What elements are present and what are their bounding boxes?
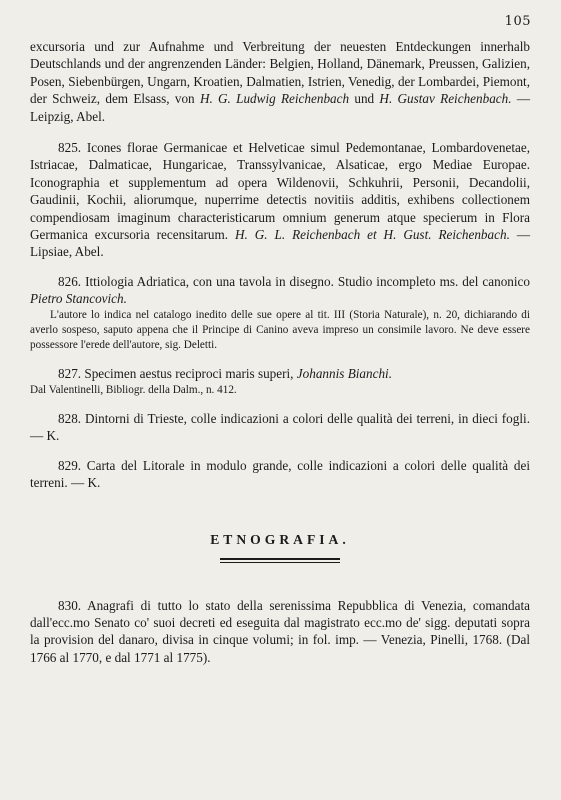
entry-note: L'autore lo indica nel catalogo inedito delle sue opere al tit. III (Storia Naturale), n. 20, dichiarando di averlo sospeso, saputo appena che il Principe di Canino aveva impreso un consimile lavoro. Ne deve essere possessore l'erede dell'autore, sig. Deletti. — [30, 308, 530, 352]
entry-826 — [30, 273, 530, 353]
entry-text: Ittiologia Adriatica, con una tavola in disegno. Studio incompleto ms. del canonico — [85, 273, 531, 289]
entry-825 — [30, 139, 530, 261]
text-column — [30, 38, 530, 666]
section-rule — [220, 558, 340, 563]
entry-author: H. G. L. Reichenbach et H. Gust. Reichenbach. — [234, 227, 510, 243]
entry-number: 828. — [58, 410, 82, 426]
continuation-author-b: H. Gustav Reichenbach. — [379, 91, 512, 107]
entry-note: Dal Valentinelli, Bibliogr. della Dalm., n. 412. — [30, 383, 237, 396]
entry-number: 827. — [58, 366, 82, 382]
entry-828 — [30, 410, 530, 445]
entry-author: Pietro Stancovich. — [30, 291, 127, 307]
entry-text: Icones florae Germanicae et Helveticae simul Pedemontanae, Lombardovenetae, Istriacae, Dalmaticae, Hungaricae, Transsylvanicae, Alsaticae, ergo Mediae Europae. Iconographia et supplementum ad opera Wildenovii, Schkuhrii, Personii, Decandolii, Gaudinii, Kochii, aliorumque, nuperrime detectis novitiis additis, exhibens collectionem compendiosam imaginum characteristicarum omnium generum atque specierum in Flora Germanica excursoria recensitarum. — [30, 140, 530, 243]
continuation-text-c: — Leipzig, Abel. — [30, 91, 531, 124]
entry-827 — [30, 365, 530, 398]
entry-text: Carta del Litorale in modulo grande, colle indicazioni a colori delle qualità dei terreni. — K. — [30, 457, 530, 491]
continuation-paragraph — [30, 38, 530, 125]
entry-number: 830. — [58, 597, 82, 613]
entry-author: Johannis Bianchi. — [296, 366, 393, 382]
entry-publisher: — Lipsiae, Abel. — [30, 227, 530, 260]
continuation-author-a: H. G. Ludwig Reichenbach — [199, 91, 350, 107]
entry-number: 829. — [58, 457, 82, 473]
entry-830 — [30, 597, 530, 667]
section-title: ETNOGRAFIA. — [210, 531, 350, 547]
entry-829 — [30, 457, 530, 492]
continuation-text-b: und — [354, 91, 375, 107]
entry-text: Specimen aestus reciproci maris superi, — [84, 366, 294, 382]
entry-number: 826. — [58, 273, 82, 289]
entry-text: Anagrafi di tutto lo stato della serenissima Repubblica di Venezia, comandata dall'ecc.mo Senato co' suoi decreti ed eseguita dal magistrato ecc.mo de' sigg. deputati sopra la provision del danaro, divisa in cinque volumi; in fol. imp. — Venezia, Pinelli, 1768. (Dal 1766 al 1770, e dal 1771 al 1775). — [30, 597, 530, 665]
entry-text: Dintorni di Trieste, colle indicazioni a colori delle qualità dei terreni, in dieci fogli. — K. — [30, 410, 530, 444]
page-number: 105 — [504, 14, 531, 29]
entry-number: 825. — [58, 140, 82, 156]
continuation-text-a: excursoria und zur Aufnahme und Verbreitung der neuesten Entdeckungen innerhalb Deutschlands und der angrenzenden Länder: Belgien, Holland, Dänemark, Preussen, Galizien, Posen, Siebenbürgen, Ungarn, Kroatien, Dalmatien, Istrien, Venedig, der Lombardei, Piemont, der Schweiz, dem Elsass, von — [30, 39, 530, 107]
